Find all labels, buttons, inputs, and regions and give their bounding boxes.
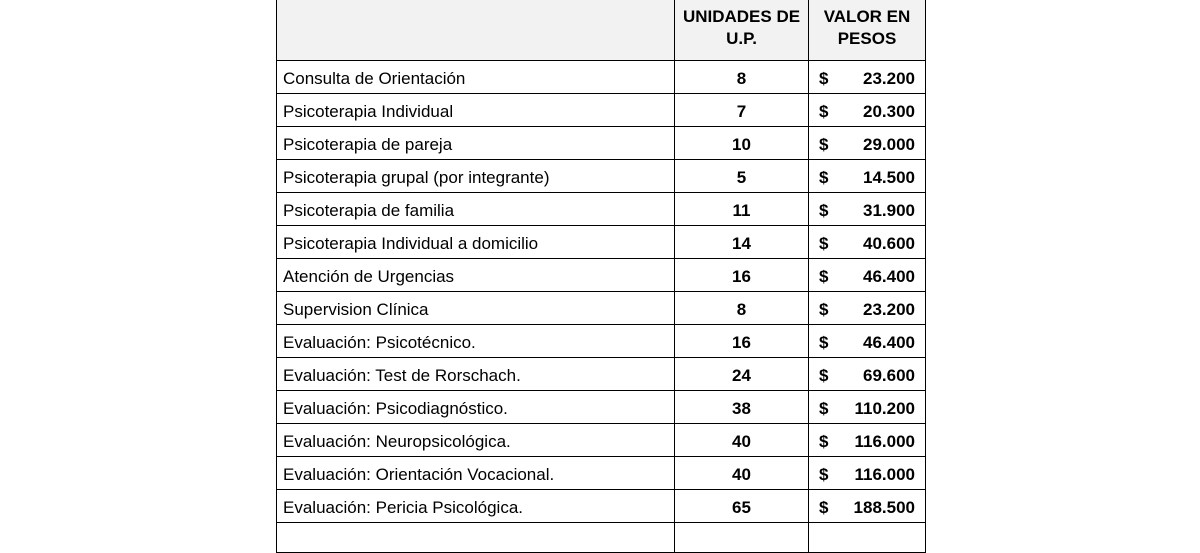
- table-row: [277, 490, 926, 523]
- price-cell: [809, 358, 926, 391]
- header-value-line1: VALOR EN: [823, 7, 911, 26]
- table-row: [277, 424, 926, 457]
- price-cell: [809, 193, 926, 226]
- price-amount: 29.000: [863, 134, 915, 154]
- price-amount: 188.500: [853, 497, 915, 517]
- service-cell: Evaluación: Psicotécnico.: [277, 325, 675, 358]
- price-amount: 46.400: [863, 332, 915, 352]
- table-row: [277, 358, 926, 391]
- price-amount: 23.200: [863, 68, 915, 88]
- table-row: [277, 94, 926, 127]
- price-amount: 69.600: [863, 365, 915, 385]
- units-cell: 16: [675, 325, 809, 358]
- service-cell: Atención de Urgencias: [277, 259, 675, 292]
- price-cell: [809, 424, 926, 457]
- units-cell: 11: [675, 193, 809, 226]
- units-cell: 40: [675, 457, 809, 490]
- currency-symbol: $: [819, 332, 829, 352]
- units-cell: 10: [675, 127, 809, 160]
- currency-symbol: $: [819, 134, 829, 154]
- price-amount: 40.600: [863, 233, 915, 253]
- price-cell: [809, 391, 926, 424]
- currency-symbol: $: [819, 464, 829, 484]
- price-amount: 14.500: [863, 167, 915, 187]
- currency-symbol: $: [819, 497, 829, 517]
- units-cell: 24: [675, 358, 809, 391]
- table-row: [277, 226, 926, 259]
- price-cell: [809, 490, 926, 523]
- currency-symbol: $: [819, 431, 829, 451]
- header-value: [809, 0, 926, 61]
- table-body: [277, 61, 926, 553]
- service-cell: Evaluación: Psicodiagnóstico.: [277, 391, 675, 424]
- price-cell: [809, 61, 926, 94]
- price-amount: 20.300: [863, 101, 915, 121]
- units-cell: 14: [675, 226, 809, 259]
- header-units: [675, 0, 809, 61]
- header-service: [277, 0, 675, 61]
- units-cell: 38: [675, 391, 809, 424]
- service-cell: Evaluación: Neuropsicológica.: [277, 424, 675, 457]
- price-amount: 31.900: [863, 200, 915, 220]
- currency-symbol: $: [819, 68, 829, 88]
- price-cell: [809, 160, 926, 193]
- currency-symbol: $: [819, 398, 829, 418]
- units-cell: 65: [675, 490, 809, 523]
- service-cell: Evaluación: Orientación Vocacional.: [277, 457, 675, 490]
- price-amount: 116.000: [854, 464, 915, 484]
- header-row: [277, 0, 926, 61]
- table-header: [277, 0, 926, 61]
- empty-cell: [809, 523, 926, 553]
- table-row: [277, 61, 926, 94]
- currency-symbol: $: [819, 266, 829, 286]
- service-cell: Consulta de Orientación: [277, 61, 675, 94]
- header-value-line2: PESOS: [837, 29, 897, 48]
- units-cell: 8: [675, 61, 809, 94]
- price-amount: 23.200: [863, 299, 915, 319]
- price-cell: [809, 127, 926, 160]
- currency-symbol: $: [819, 200, 829, 220]
- service-cell: Psicoterapia grupal (por integrante): [277, 160, 675, 193]
- table-row: [277, 325, 926, 358]
- table-row: [277, 292, 926, 325]
- table-row: [277, 457, 926, 490]
- fee-table: [276, 0, 926, 553]
- price-amount: 110.200: [854, 398, 915, 418]
- currency-symbol: $: [819, 101, 829, 121]
- header-units-line2: U.P.: [726, 29, 757, 48]
- fee-table-container: [276, 0, 925, 553]
- header-units-line1: UNIDADES DE: [682, 7, 801, 26]
- service-cell: Psicoterapia de pareja: [277, 127, 675, 160]
- units-cell: 8: [675, 292, 809, 325]
- units-cell: 16: [675, 259, 809, 292]
- service-cell: Psicoterapia Individual a domicilio: [277, 226, 675, 259]
- table-row: [277, 193, 926, 226]
- units-cell: 7: [675, 94, 809, 127]
- price-cell: [809, 259, 926, 292]
- currency-symbol: $: [819, 233, 829, 253]
- table-row: [277, 127, 926, 160]
- service-cell: Psicoterapia Individual: [277, 94, 675, 127]
- service-cell: Supervision Clínica: [277, 292, 675, 325]
- price-amount: 116.000: [854, 431, 915, 451]
- table-row: [277, 160, 926, 193]
- currency-symbol: $: [819, 299, 829, 319]
- service-cell: Evaluación: Test de Rorschach.: [277, 358, 675, 391]
- units-cell: 40: [675, 424, 809, 457]
- price-cell: [809, 94, 926, 127]
- price-cell: [809, 292, 926, 325]
- service-cell: Evaluación: Pericia Psicológica.: [277, 490, 675, 523]
- units-cell: 5: [675, 160, 809, 193]
- table-row-partial: [277, 523, 926, 553]
- empty-cell: [675, 523, 809, 553]
- service-cell: Psicoterapia de familia: [277, 193, 675, 226]
- table-row: [277, 391, 926, 424]
- price-cell: [809, 457, 926, 490]
- currency-symbol: $: [819, 365, 829, 385]
- price-amount: 46.400: [863, 266, 915, 286]
- currency-symbol: $: [819, 167, 829, 187]
- price-cell: [809, 226, 926, 259]
- price-cell: [809, 325, 926, 358]
- table-row: [277, 259, 926, 292]
- empty-cell: [277, 523, 675, 553]
